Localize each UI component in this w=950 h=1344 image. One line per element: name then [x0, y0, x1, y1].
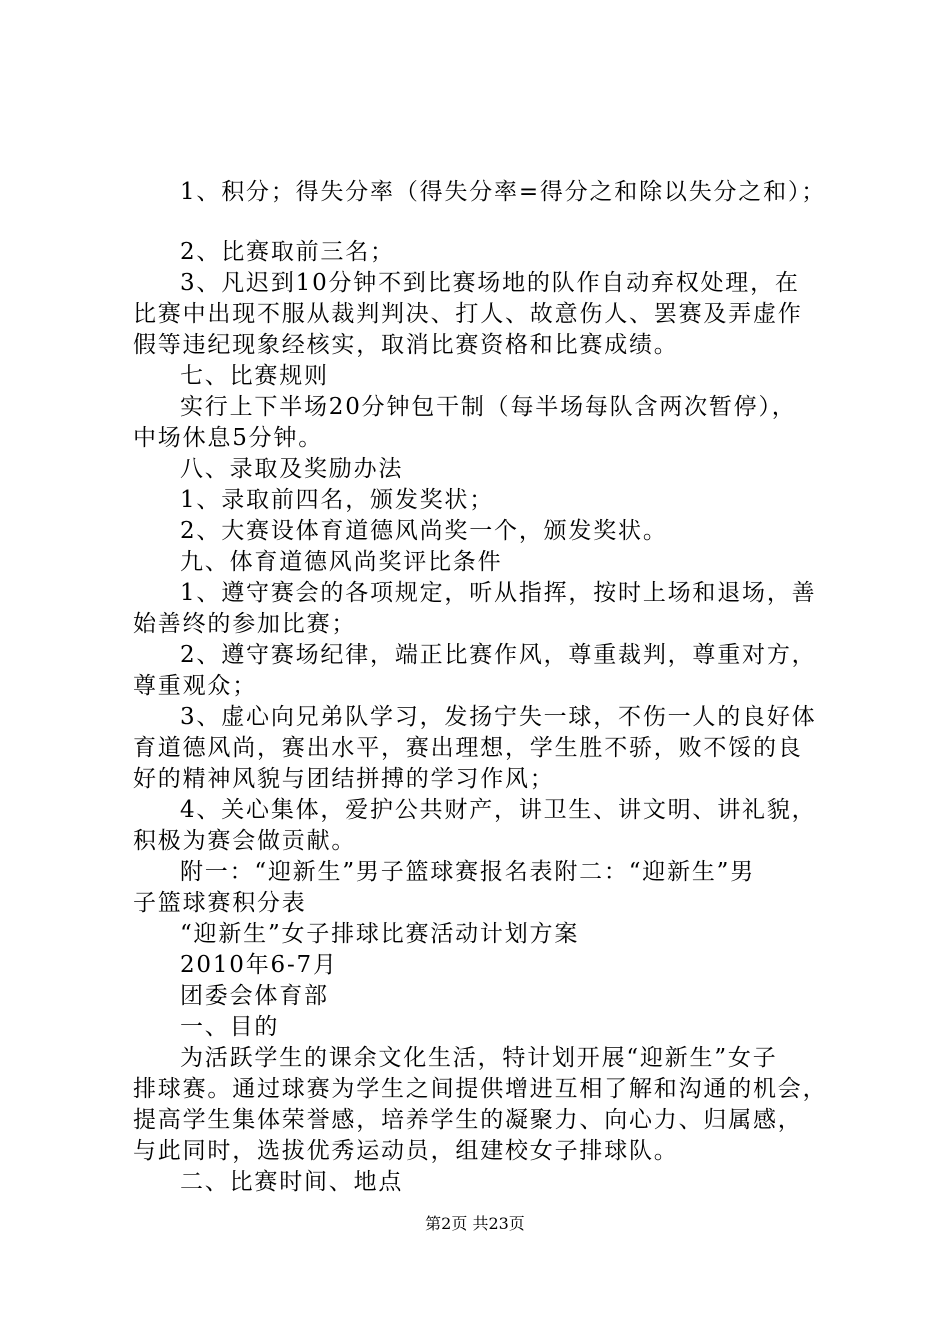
paragraph-line: 比赛中出现不服从裁判判决、打人、故意伤人、罢赛及弄虚作: [133, 301, 803, 327]
paragraph-line: 1、积分；得失分率（得失分率=得分之和除以失分之和）；: [180, 179, 827, 205]
paragraph-line: 子篮球赛积分表: [133, 890, 307, 916]
paragraph-line: 中场休息5分钟。: [133, 425, 324, 451]
document-title: “迎新生”女子排球比赛活动计划方案: [180, 921, 580, 947]
section-heading: 九、体育道德风尚奖评比条件: [180, 549, 503, 575]
paragraph-line: 为活跃学生的课余文化生活，特计划开展“迎新生”女子: [180, 1045, 778, 1071]
paragraph-line: 好的精神风貌与团结拼搏的学习作风；: [133, 766, 555, 792]
page-number-footer: 第2页 共23页: [425, 1214, 525, 1233]
paragraph-line: 积极为赛会做贡献。: [133, 828, 357, 854]
paragraph-line: 2、比赛取前三名；: [180, 239, 395, 265]
paragraph-line: 与此同时，选拔优秀运动员，组建校女子排球队。: [133, 1138, 679, 1164]
paragraph-line: 提高学生集体荣誉感，培养学生的凝聚力、向心力、归属感，: [133, 1107, 803, 1133]
paragraph-line: 假等违纪现象经核实，取消比赛资格和比赛成绩。: [133, 332, 679, 358]
paragraph-line: 始善终的参加比赛；: [133, 611, 357, 637]
section-heading: 二、比赛时间、地点: [180, 1169, 404, 1195]
paragraph-line: 实行上下半场20分钟包干制（每半场每队含两次暂停），: [180, 394, 797, 420]
date-line: 2010年6-7月: [180, 952, 338, 978]
section-heading: 七、比赛规则: [180, 363, 329, 389]
paragraph-line: 3、凡迟到10分钟不到比赛场地的队作自动弃权处理，在: [180, 270, 800, 296]
paragraph-line: 尊重观众；: [133, 673, 257, 699]
paragraph-line: 3、虚心向兄弟队学习，发扬宁失一球，不伤一人的良好体: [180, 704, 817, 730]
paragraph-line: 1、遵守赛会的各项规定，听从指挥，按时上场和退场，善: [180, 580, 817, 606]
section-heading: 一、目的: [180, 1014, 280, 1040]
paragraph-line: 2、遵守赛场纪律，端正比赛作风，尊重裁判，尊重对方，: [180, 642, 817, 668]
paragraph-line: 排球赛。通过球赛为学生之间提供增进互相了解和沟通的机会，: [133, 1076, 828, 1102]
paragraph-line: 2、大赛设体育道德风尚奖一个，颁发奖状。: [180, 518, 668, 544]
paragraph-line: 附一：“迎新生”男子篮球赛报名表附二：“迎新生”男: [180, 859, 756, 885]
section-heading: 八、录取及奖励办法: [180, 456, 404, 482]
paragraph-line: 育道德风尚，赛出水平，赛出理想，学生胜不骄，败不馁的良: [133, 735, 803, 761]
paragraph-line: 4、关心集体，爱护公共财产，讲卫生、讲文明、讲礼貌，: [180, 797, 817, 823]
paragraph-line: 1、录取前四名，颁发奖状；: [180, 487, 495, 513]
organizer-line: 团委会体育部: [180, 983, 329, 1009]
